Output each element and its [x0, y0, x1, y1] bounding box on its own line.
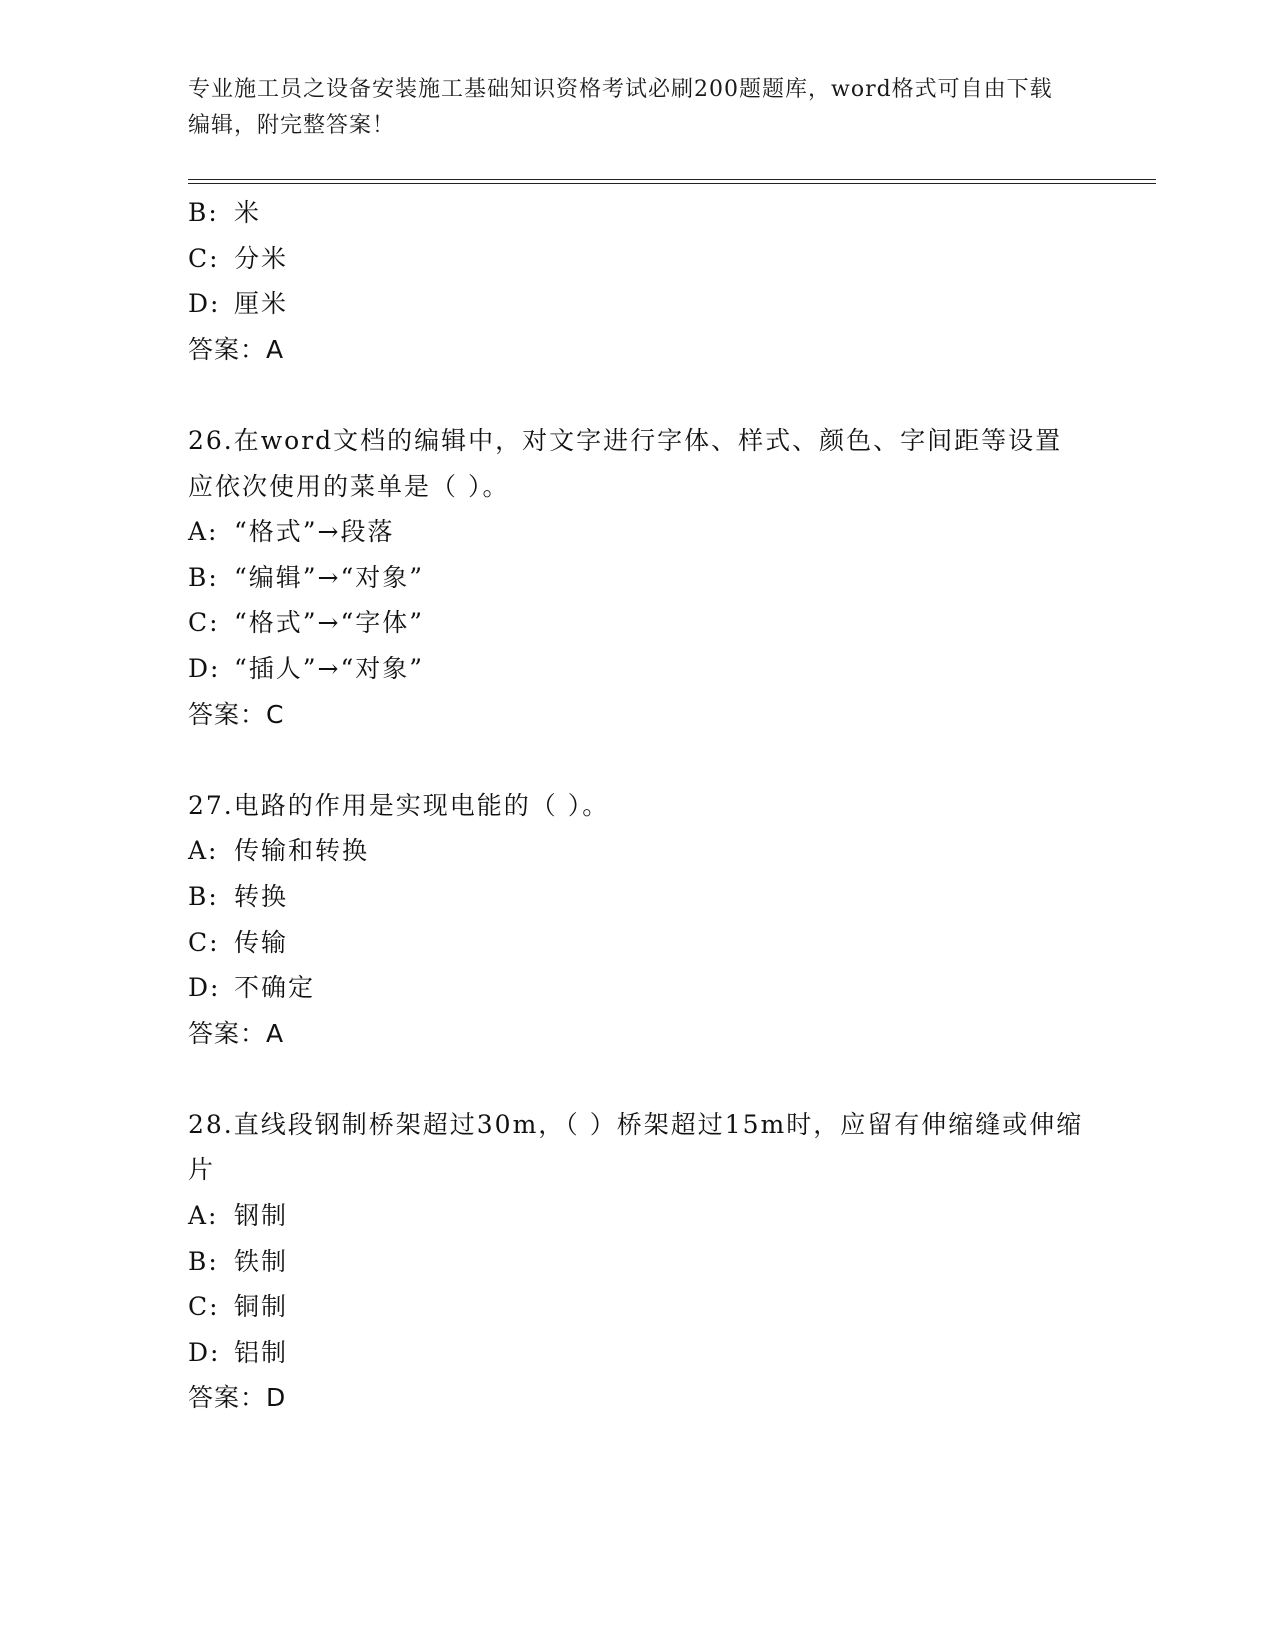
option-label: C: — [188, 243, 220, 273]
option-label: B: — [188, 881, 219, 911]
option-label: C: — [188, 608, 220, 638]
option-c — [188, 1284, 1088, 1330]
option-d — [188, 281, 1088, 327]
option-text: 传输 — [234, 927, 289, 957]
option-text: 铝制 — [234, 1337, 289, 1367]
question-list — [188, 190, 1088, 1421]
header-divider-top — [188, 179, 1156, 180]
option-text: 分米 — [234, 243, 289, 273]
option-a — [188, 509, 1088, 555]
document-header — [188, 72, 1068, 144]
option-label: B: — [188, 562, 219, 592]
option-label: D: — [188, 1337, 221, 1367]
option-text: 传输和转换 — [234, 836, 370, 866]
option-label: A: — [188, 836, 219, 866]
option-text: “格式”→“字体” — [234, 608, 425, 638]
option-label: A: — [188, 517, 219, 547]
question-27 — [188, 783, 1088, 1057]
question-title: 26.在word文档的编辑中，对文字进行字体、样式、颜色、字间距等设置应依次使用的菜单是（ ）。 — [188, 425, 1063, 501]
answer: 答案：A — [188, 334, 285, 364]
option-d — [188, 1330, 1088, 1376]
header-divider-bottom — [188, 183, 1156, 184]
option-label: D: — [188, 973, 221, 1003]
option-d — [188, 646, 1088, 692]
answer: 答案：C — [188, 699, 285, 729]
option-text: 铁制 — [234, 1246, 289, 1276]
option-text: 厘米 — [234, 289, 289, 319]
option-text: 转换 — [234, 881, 289, 911]
option-text: 米 — [234, 198, 262, 227]
option-label: B: — [188, 1246, 219, 1276]
option-c — [188, 920, 1088, 966]
option-label: A: — [188, 1201, 219, 1231]
question-title: 27.电路的作用是实现电能的（ ）。 — [188, 790, 610, 820]
option-c — [188, 600, 1088, 646]
option-a — [188, 1193, 1088, 1239]
answer: 答案：D — [188, 1383, 287, 1413]
answer: 答案：A — [188, 1018, 285, 1048]
option-d — [188, 965, 1088, 1011]
option-label: C: — [188, 1292, 220, 1322]
question-26 — [188, 418, 1088, 737]
spacer — [188, 1056, 1088, 1102]
option-a — [188, 828, 1088, 874]
option-b — [188, 555, 1088, 601]
option-text: “插人”→“对象” — [234, 653, 425, 683]
option-c — [188, 236, 1088, 282]
option-text: 钢制 — [234, 1201, 289, 1231]
option-b — [188, 874, 1088, 920]
option-label: B: — [188, 198, 219, 227]
option-text: 铜制 — [234, 1292, 289, 1322]
option-label: D: — [188, 653, 221, 683]
option-label: C: — [188, 927, 220, 957]
option-text: 不确定 — [234, 973, 316, 1003]
option-text: “编辑”→“对象” — [234, 562, 425, 592]
option-b — [188, 190, 1088, 236]
question-title: 28.直线段钢制桥架超过30m，（ ）桥架超过15m时，应留有伸缩缝或伸缩片 — [188, 1109, 1084, 1185]
spacer — [188, 737, 1088, 783]
question-25-continuation — [188, 190, 1088, 372]
option-label: D: — [188, 289, 221, 319]
option-text: “格式”→段落 — [234, 517, 395, 547]
question-28 — [188, 1102, 1088, 1421]
spacer — [188, 372, 1088, 418]
header-title: 专业施工员之设备安装施工基础知识资格考试必刷200题题库，word格式可自由下载编辑，附完整答案！ — [188, 77, 1053, 138]
option-b — [188, 1239, 1088, 1285]
